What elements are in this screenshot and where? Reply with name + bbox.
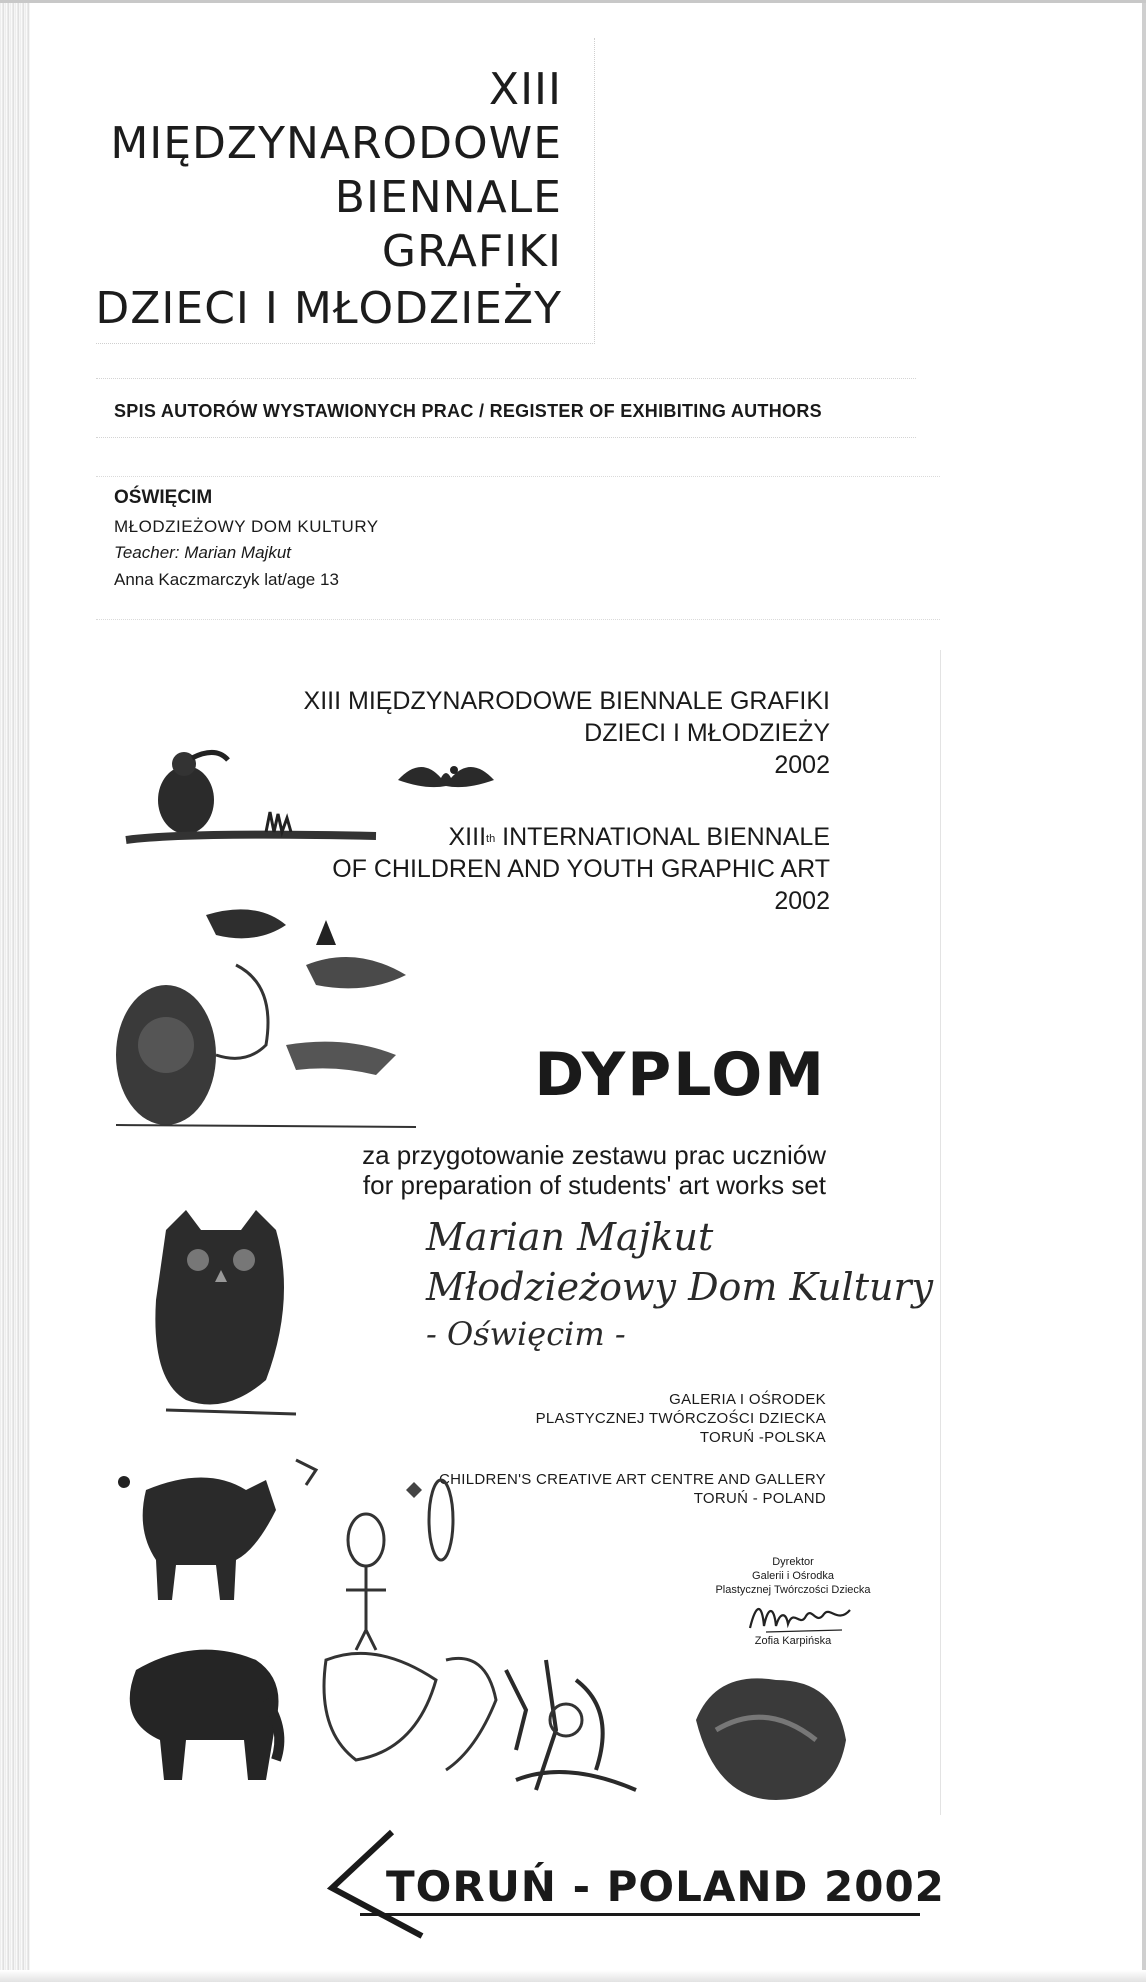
entry-organization: MŁODZIEŻOWY DOM KULTURY: [114, 517, 379, 536]
diploma-pl-title: XIII MIĘDZYNARODOWE BIENNALE GRAFIKI: [303, 687, 830, 715]
scan-border: [0, 0, 1146, 3]
bird-print-illustration: [126, 740, 376, 860]
entry-student: Anna Kaczmarczyk lat/age 13: [114, 570, 339, 589]
diploma-reason-pl: za przygotowanie zestawu prac uczniów: [362, 1140, 826, 1170]
footer-banner-underline: [360, 1913, 920, 1916]
page-edge: [0, 0, 30, 1982]
handwritten-institution: Młodzieżowy Dom Kultury: [426, 1265, 934, 1309]
diploma-en-title: [449, 822, 831, 852]
gallery-name-pl: GALERIA I OŚRODEK: [669, 1391, 826, 1408]
owl-print-illustration: [146, 1210, 296, 1420]
diploma-en-prefix: XIII: [448, 823, 487, 851]
diploma-en-year: 2002: [774, 887, 830, 915]
signature-scribble: [746, 1598, 856, 1638]
register-heading: SPIS AUTORÓW WYSTAWIONYCH PRAC / REGISTER OF EXHIBITING AUTHORS: [114, 401, 822, 421]
handwritten-city: - Oświęcim -: [426, 1315, 626, 1353]
diploma-en-subtitle: OF CHILDREN AND YOUTH GRAPHIC ART: [332, 855, 830, 883]
diploma-en-ordinal: th: [486, 833, 496, 845]
diploma-reason-en: for preparation of students' art works set: [362, 1170, 826, 1200]
page-edge-right: [1142, 0, 1146, 1982]
title-line: XIII: [488, 64, 562, 115]
diploma: [96, 650, 956, 1960]
handwritten-recipient: Marian Majkut: [426, 1215, 714, 1259]
register-heading-strip: [96, 378, 916, 438]
creatures-print-illustration: [116, 905, 426, 1145]
diploma-heading: DYPLOM: [534, 1040, 826, 1110]
footer-banner: TORUŃ - POLAND 2002: [386, 1862, 945, 1911]
director-title: Dyrektor: [772, 1556, 814, 1568]
entry-city: OŚWIĘCIM: [114, 487, 213, 508]
elephant-print-illustration: [116, 1640, 286, 1790]
catalog-title: [96, 38, 595, 344]
gallery-city-en: TORUŃ - POLAND: [693, 1490, 826, 1507]
gallery-name-pl: PLASTYCZNEJ TWÓRCZOŚCI DZIECKA: [535, 1410, 826, 1427]
director-title: Galerii i Ośrodka: [752, 1570, 834, 1582]
gallery-city-pl: TORUŃ -POLSKA: [699, 1429, 826, 1446]
animal-print-illustration: [116, 1470, 286, 1610]
title-line: DZIECI I MŁODZIEŻY: [95, 283, 562, 334]
title-line: BIENNALE: [334, 172, 562, 223]
title-line: GRAFIKI: [381, 226, 562, 277]
director-title: Plastycznej Twórczości Dziecka: [715, 1584, 871, 1596]
diploma-pl-year: 2002: [774, 751, 830, 779]
abstract-print-illustration: [496, 1650, 656, 1810]
diploma-pl-subtitle: DZIECI I MŁODZIEŻY: [584, 719, 830, 747]
scan-border: [0, 1970, 1146, 1982]
bat-print-illustration: [396, 750, 496, 810]
title-line: MIĘDZYNARODOWE: [110, 118, 562, 169]
gallery-name-en: CHILDREN'S CREATIVE ART CENTRE AND GALLERY: [439, 1471, 826, 1488]
diploma-en-title-rest: INTERNATIONAL BIENNALE: [495, 823, 830, 851]
author-entry: [96, 476, 940, 620]
director-name: Zofia Karpińska: [754, 1635, 832, 1647]
bison-print-illustration: [686, 1660, 856, 1810]
entry-teacher: Teacher: Marian Majkut: [114, 543, 292, 562]
